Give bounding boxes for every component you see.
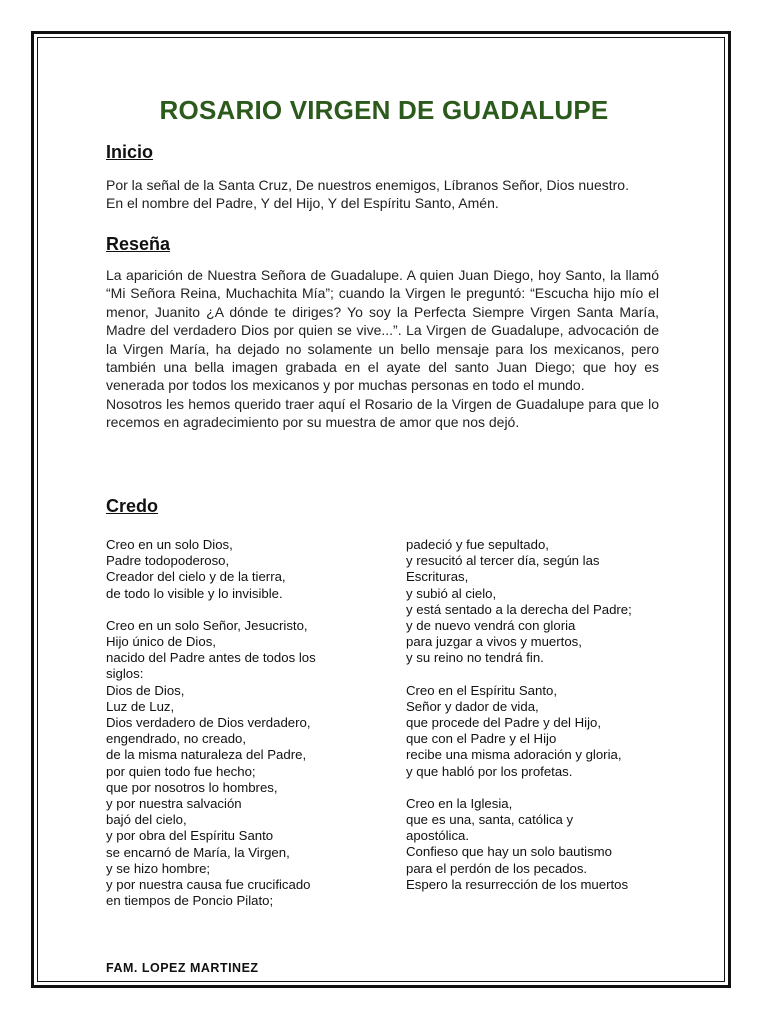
heading-inicio: Inicio — [106, 142, 154, 162]
credo-line: y resucitó al tercer día, según las — [406, 553, 600, 569]
credo-line: Creo en un solo Señor, Jesucristo, — [106, 617, 308, 633]
credo-stanza — [406, 796, 632, 893]
credo-line: para juzgar a vivos y muertos, — [406, 634, 582, 650]
credo-line: de todo lo visible y lo invisible. — [106, 585, 283, 601]
credo-line: para el perdón de los pecados. — [406, 860, 588, 876]
credo-stanza — [406, 683, 632, 780]
credo-column-left — [106, 537, 316, 925]
credo-line: que por nosotros lo hombres, — [106, 779, 278, 795]
credo-line: siglos: — [106, 666, 144, 682]
credo-line: se encarnó de María, la Virgen, — [106, 844, 290, 860]
credo-line: Confieso que hay un solo bautismo — [406, 844, 613, 860]
resena-paragraph: Nosotros les hemos querido traer aquí el Rosario de la Virgen de Guadalupe para que lo recemos en agradecimiento por su muestra de amor que nos dejó. — [106, 395, 659, 431]
credo-line: y que habló por los profetas. — [406, 763, 573, 779]
inicio-text — [106, 176, 659, 213]
footer-family-name: FAM. LOPEZ MARTINEZ — [106, 961, 259, 975]
inicio-line: En el nombre del Padre, Y del Hijo, Y del Espíritu Santo, Amén. — [106, 195, 499, 212]
credo-line: bajó del cielo, — [106, 812, 187, 828]
credo-line: y por nuestra salvación — [106, 796, 242, 812]
credo-line: Creo en el Espíritu Santo, — [406, 682, 558, 698]
credo-line: y de nuevo vendrá con gloria — [406, 618, 576, 634]
credo-line: y está sentado a la derecha del Padre; — [406, 601, 632, 617]
credo-stanza — [406, 537, 632, 667]
credo-line: nacido del Padre antes de todos los — [106, 650, 316, 666]
credo-line: y por obra del Espíritu Santo — [106, 828, 274, 844]
credo-line: Escrituras, — [406, 569, 469, 585]
heading-resena: Reseña — [106, 234, 171, 254]
credo-line: Dios verdadero de Dios verdadero, — [106, 715, 311, 731]
credo-line: en tiempos de Poncio Pilato; — [106, 893, 274, 909]
credo-line: que procede del Padre y del Hijo, — [406, 715, 602, 731]
credo-stanza — [106, 537, 316, 602]
inicio-line: Por la señal de la Santa Cruz, De nuestros enemigos, Líbranos Señor, Dios nuestro. — [106, 177, 629, 193]
credo-line: Padre todopoderoso, — [106, 553, 230, 569]
credo-line: Hijo único de Dios, — [106, 634, 216, 650]
page-title: ROSARIO VIRGEN DE GUADALUPE — [159, 95, 609, 125]
resena-paragraph: La aparición de Nuestra Señora de Guadalupe. A quien Juan Diego, hoy Santo, la llamó “Mi Señora Reina, Muchachita Mía”; cuando la Virgen le preguntó: “Escucha hijo mío el menor, Juanito ¿A dónde te diriges? Yo soy la Perfecta Siempre Virgen Santa María, Madre del verdadero Dios por quien se vive...”. La Virgen de Guadalupe, advocación de la Virgen María, ha dejado no solamente un bello mensaje para los mexicanos, pero también una bella imagen grabada en el ayate del santo Juan Diego; que hoy es venerada por todos los mexicanos y por muchas personas en todo el mundo. — [106, 267, 659, 394]
credo-line: y su reino no tendrá fin. — [406, 650, 544, 666]
credo-line: Espero la resurrección de los muertos — [406, 876, 629, 892]
credo-line: Creador del cielo y de la tierra, — [106, 569, 286, 585]
resena-text — [106, 266, 659, 432]
credo-line: Creo en un solo Dios, — [106, 537, 233, 552]
credo-line: apostólica. — [406, 828, 470, 844]
credo-line: y subió al cielo, — [406, 585, 497, 601]
credo-stanza — [106, 618, 316, 910]
credo-line: Dios de Dios, — [106, 682, 185, 698]
credo-line: y por nuestra causa fue crucificado — [106, 877, 311, 893]
credo-line: por quien todo fue hecho; — [106, 763, 256, 779]
credo-line: Creo en la Iglesia, — [406, 795, 513, 811]
credo-line: y se hizo hombre; — [106, 860, 211, 876]
credo-line: de la misma naturaleza del Padre, — [106, 747, 307, 763]
credo-line: Luz de Luz, — [106, 698, 175, 714]
credo-column-right — [406, 537, 632, 909]
credo-line: Señor y dador de vida, — [406, 698, 539, 714]
credo-line: recibe una misma adoración y gloria, — [406, 747, 622, 763]
credo-line: que con el Padre y el Hijo — [406, 731, 557, 747]
heading-credo: Credo — [106, 496, 159, 516]
credo-line: padeció y fue sepultado, — [406, 537, 549, 552]
credo-line: engendrado, no creado, — [106, 731, 247, 747]
credo-line: que es una, santa, católica y — [406, 812, 574, 828]
